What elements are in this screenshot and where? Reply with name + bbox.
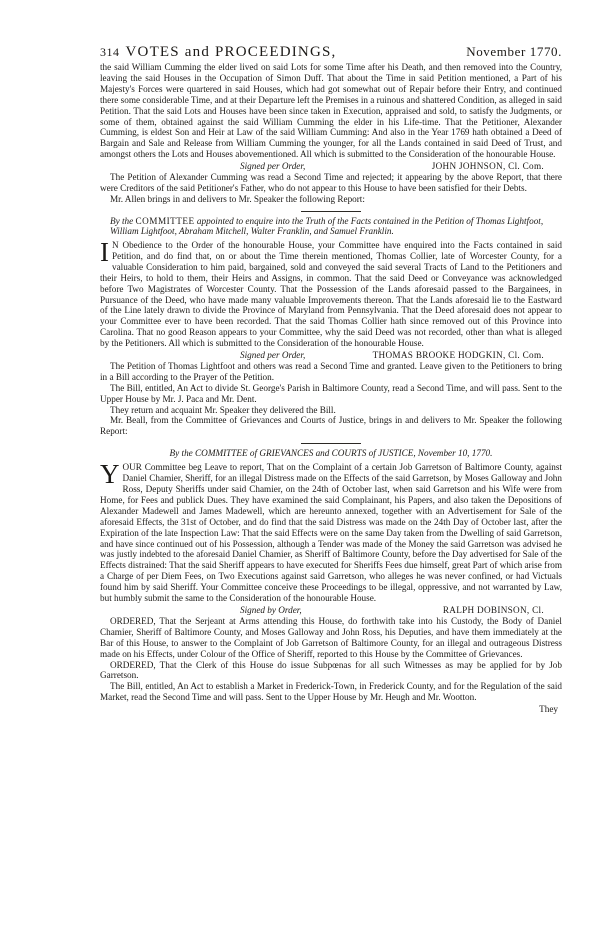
paragraph-lightfoot-petition-granted: The Petition of Thomas Lightfoot and others was read a Second Time and granted. Leave given to the Petitioners to bring in a Bill according to the Prayer of the Petition. [100, 360, 562, 382]
report-lightfoot-text: N Obedience to the Order of the honourable House, your Committee have enquired into the Facts contained in said Petition, and do find that, on or about the Time therein mentioned, Thomas Collier, late of Worcester County, for a valuable Consideration to him paid, bargained, sold and conveyed the said several Tracts of Land to the Petitioners and their Heirs, to hold to them, their Heirs and Assigns, in common. That the said Deed or Conveyance was acknowledged before Two Magistrates of Worcester County. That the Possession of the Lands aforesaid passed to the Bargainees, in Pursuance of the Deed, who have made many valuable Improvements thereon. That the Lands aforesaid lie to the Eastward of the Line lately drawn to divide the Province of Maryland from Pennsylvania. That the Deed aforesaid does not appear to your Committee ever to have been recorded. That the said Thomas Collier hath since removed out of this Province into Carolina. That no good Reason appears to your Committee, why the said Deed was not recorded, other than what is alleged by the Petitioners. All which is submitted to the Consideration of the honourable House. [100, 239, 562, 349]
signature-line-johnson [100, 161, 562, 172]
order-serjeant-at-arms: ORDERED, That the Serjeant at Arms attending this House, do forthwith take into his Custody, the Body of Daniel Chamier, Sheriff of Baltimore County, and Moses Galloway and John Ross, his Deputies, and have them immediately at the Bar of this House, to answer to the Complaint of Job Garretson of Baltimore County, for an illegal and outrageous Distress made on his Effects, under Colour of the Office of Sheriff, reported to this House by the Committee of Grievances. [100, 615, 562, 659]
committee-heading-lead: By the [110, 215, 136, 226]
section-divider [301, 443, 361, 444]
running-date: November 1770. [466, 44, 562, 59]
committee-heading-rest: appointed to enquire into the Truth of the Facts contained in the Petition of Thomas Lightfoot, William Lightfoot, Abraham Mitchell, Walter Franklin, and Samuel Franklin. [110, 215, 544, 237]
paragraph-st-georges-bill: The Bill, entitled, An Act to divide St. George's Parish in Baltimore County, read a Second Time, and will pass. Sent to the Upper House by Mr. J. Paca and Mr. Dent. [100, 382, 562, 404]
signature-clerk: THOMAS BROOKE HODGKIN, Cl. Com. [372, 350, 544, 361]
order-subpoenas: ORDERED, That the Clerk of this House do issue Subpœnas for all such Witnesses as may be applied for by Job Garretson. [100, 659, 562, 681]
paragraph-allen-report: Mr. Allen brings in and delivers to Mr. Speaker the following Report: [110, 193, 365, 204]
running-header [100, 44, 562, 60]
paragraph-cumming-report-end: the said William Cumming the elder lived on said Lots for some Time after his Death, and then removed into the Country, leaving the said Houses in the Occupation of Simon Duff. That about the Time in said Petition mentioned, a Part of his Majesty's Forces were quartered in said Houses, which had got somewhat out of Repair before their Entry, and continued there some considerable Time, and at their Departure left the Premises in a ruinous and shattered Condition, as alleged in said Petition. That the said Lots and Houses have been since taken in Execution, appraised and sold, to satisfy the Judgments, or some of them, obtained against the said William Cumming the elder in his Life-time. That the Petitioner, Alexander Cumming, is eldest Son and Heir at Law of the said William Cumming: And also in the Year 1769 hath obtained a Deed of Bargain and Sale and Release from William Cumming the younger, for all the Lands contained in said Deed of Trust, and amongst others the Lots and Houses abovementioned. All which is submitted to the Consideration of the honourable House. [100, 62, 562, 160]
drop-cap: Y [100, 459, 120, 490]
page-number: 314 [100, 45, 120, 59]
paragraph-bill-delivered: They return and acquaint Mr. Speaker they delivered the Bill. [110, 404, 336, 415]
signature-label: Signed by Order, [240, 604, 302, 615]
report-garretson-text: OUR Committee beg Leave to report, That on the Complaint of a certain Job Garretson of Baltimore County, against Daniel Chamier, Sheriff, for an illegal Distress made on the Effects of the said Garretson, by Moses Galloway and John Ross, Deputy Sheriffs under said Chamier, on the 24th of October last, when said Garretson and his Wife were from Home, for Fees and publick Dues. They have examined the said Complainant, his Papers, and also taken the Depositions of Alexander Madewell and James Madewell, which are hereunto annexed, together with an Advertisement for Sale of the aforesaid Effects, the 31st of October, and do find that the said Distress was made on the 24th Day of October last, after the Expiration of the late Inspection Law: That the said Effects were on the same Day taken from the Dwelling of said Garretson, and have since continued out of his Possession, although a Tender was made of the Money the said Garretson was advised he was justly indebted to the aforesaid Daniel Chamier, as Sheriff of Baltimore County, before the Day advertised for Sale of the Effects distrained: That the said Sheriff appears to have executed for Sheriffs Fees due himself, great Part of which arise from a Charge of per Diem Fees, on Two Executions against said Garretson, who alleges he was never confined, or had Victuals found him by said Sheriff. Your Committee conceive these Proceedings to be illegal, oppressive, and not warranted by Law, but humbly submit the same to the Consideration of the honourable House. [100, 462, 562, 604]
paragraph-beall-report: Mr. Beall, from the Committee of Grievances and Courts of Justice, brings in and delivers to Mr. Speaker the following Report: [100, 415, 562, 437]
report-garretson [100, 459, 562, 604]
paragraph-frederick-market-bill: The Bill, entitled, An Act to establish a Market in Frederick-Town, in Frederick County, and for the Regulation of the said Market, read the Second Time and will pass. Sent to the Upper House by Mr. Heugh and Mr. Wootton. [100, 681, 562, 703]
running-title: VOTES and PROCEEDINGS, [125, 44, 337, 60]
signature-clerk: RALPH DOBINSON, Cl. [442, 604, 544, 615]
report-lightfoot [100, 236, 562, 349]
section-divider [301, 211, 361, 212]
paragraph-cumming-petition-rejected: The Petition of Alexander Cumming was read a Second Time and rejected; it appearing by the above Report, that there were Creditors of the said Petitioner's Father, who do not appear to this House to have been satisfied for their Debts. [100, 172, 562, 193]
document-page [100, 44, 562, 715]
signature-label: Signed per Order, [240, 161, 306, 172]
signature-label: Signed per Order, [240, 350, 306, 361]
signature-clerk: JOHN JOHNSON, Cl. Com. [431, 161, 544, 172]
catchword: They [539, 704, 558, 715]
signature-line-dobinson [100, 605, 562, 616]
signature-line-hodgkin [100, 350, 562, 361]
committee-heading-grievances: By the COMMITTEE of GRIEVANCES and COURTS of JUSTICE, November 10, 1770. [169, 448, 493, 459]
committee-heading-caps: COMMITTEE [135, 215, 195, 226]
drop-cap: I [100, 236, 109, 267]
committee-heading-lightfoot [100, 216, 562, 237]
